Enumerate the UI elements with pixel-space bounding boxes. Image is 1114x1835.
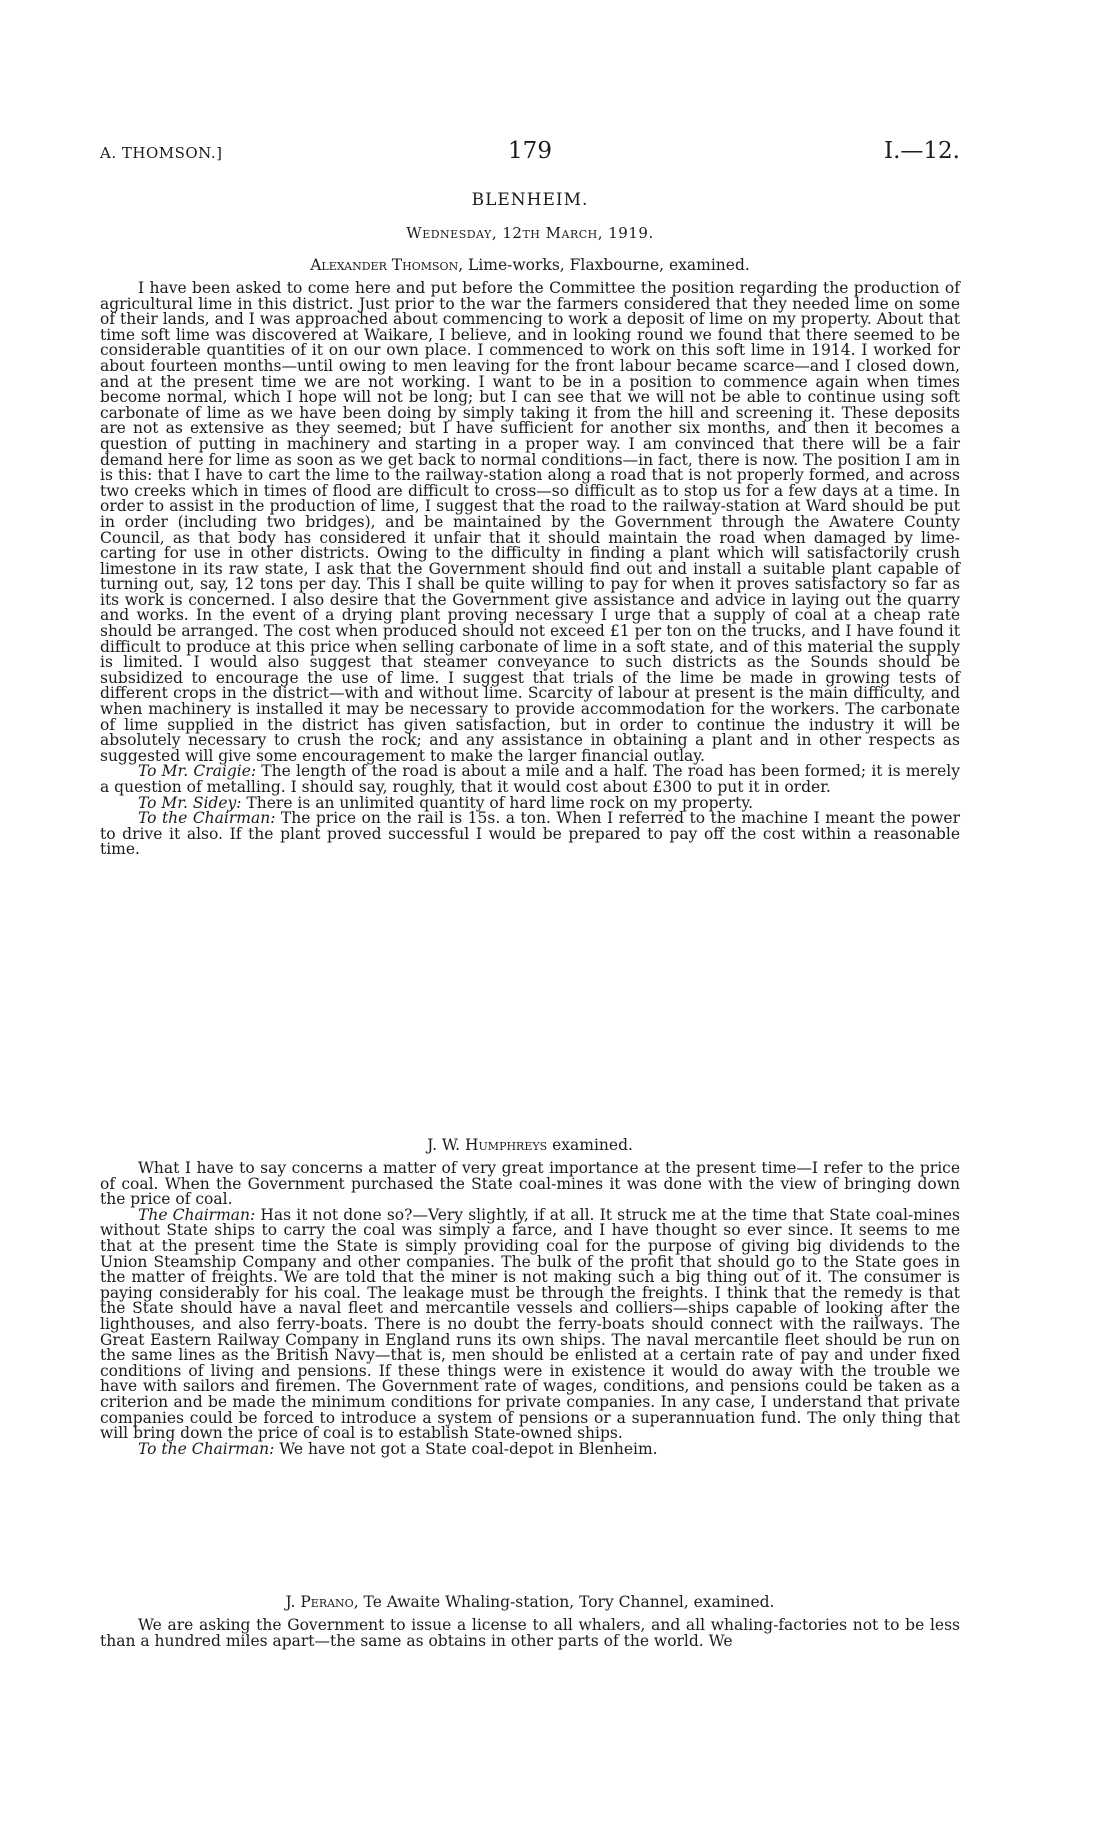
question-answer [100,811,960,858]
paper-reference: I.—12. [884,138,960,164]
running-header [100,136,960,170]
question-answer [100,1205,961,1443]
witness-name: Perano [300,1593,354,1611]
answer-text: The length of the road is about a mile and a half. The road has been formed; it is merely a question of metalling. I should say, roughly, that it would cost about £300 to put it in order. [100,762,960,796]
witness-heading [100,1136,960,1154]
witness-name: Humphreys [465,1136,548,1154]
witness-initials: J. [285,1593,301,1611]
answer-text: Has it not done so?—Very slightly, if at all. It struck me at the time that State coal-mines without State ships to carry the coal was simply a farce, and I have thought so ever since. It seems to me that at the present time the State is simply providing coal for the purpose of giving big dividends to the Union Steamship Company and other companies. The bulk of the profit that should go to the State goes in the matter of freights. We are told that the miner is not making such a big thing out of it. The consumer is paying considerably for his coal. The leakage must be through the freights. I think that the remedy is that the State should have a naval fleet and mercantile vessels and colliers—ships capable of looking after the lighthouses, and also ferry-boats. There is no doubt the ferry-boats should connect with the railways. The Great Eastern Railway Company in England runs its own ships. The naval mercantile fleet should be run on the same lines as the British Navy—that is, men should be enlisted at a certain rate of pay and under fixed conditions of living and pensions. If these things were in existence it would do away with the trouble we have with sailors and firemen. The Government rate of wages, conditions, and pensions could be taken as a criterion and be made the minimum conditions for private companies. In any case, I understand that private companies could be forced to introduce a system of pensions or a superannuation fund. The only thing that will bring down the price of coal is to establish State-owned ships. [100,1205,961,1443]
witness-description: examined. [547,1136,633,1154]
header-witness-name: A. THOMSON.] [100,144,223,162]
questioner: To Mr. Craigie: [138,762,257,781]
witness-description: , Te Awaite Whaling-station, Tory Channel, examined. [353,1593,775,1611]
sitting-date: Wednesday, 12th March, 1919. [406,224,654,242]
questioner: To the Chairman: [138,809,276,828]
witness-name: Alexander Thomson [310,256,459,274]
questioner: To Mr. Sidey: [138,793,242,812]
witness-heading [100,1593,960,1611]
answer-text: We have not got a State coal-depot in Blenheim. [274,1439,658,1458]
questioner: The Chairman: [138,1205,256,1224]
answer-text: The price on the rail is 15s. a ton. When I referred to the machine I meant the power to drive it also. If the plant proved successful I would be prepared to pay off the cost within a reasonable time. [100,809,960,859]
answer-text: There is an unlimited quantity of hard lime rock on my property. [241,793,753,812]
witness-thomson-block [100,256,960,858]
section-title: BLENHEIM. [471,190,589,210]
question-answer [100,764,960,795]
witness-statement: I have been asked to come here and put before the Committee the position regarding the production of agricultural lime in this district. Just prior to the war the farmers considered that they needed lime on some of their lands, and I was approached about commencing to work a deposit of lime on my property. About that time soft lime was discovered at Waikare, I believe, and in looking round we found that there seemed to be considerable quantities of it on our own place. I commenced to work on this soft lime in 1914. I worked for about fourteen months—until owing to men leaving for the front labour became scarce—and I closed down, and at the present time we are not working. I want to be in a position to commence again when times become normal, which I hope will not be long; but I can see that we will not be able to continue using soft carbonate of lime as we have been doing by simply taking it from the hill and screening it. These deposits are not as extensive as they seemed; but I have sufficient for another six months, and then it becomes a question of putting in machinery and starting in a proper way. I am convinced that there will be a fair demand here for lime as soon as we get back to normal conditions—in fact, there is now. The position I am in is this: that I have to cart the lime to the railway-station along a road that is not properly formed, and across two creeks which in times of flood are difficult to cross—so difficult as to stop us for a few days at a time. In order to assist in the production of lime, I suggest that the road to the railway-station at Ward should be put in order (including two bridges), and be maintained by the Government through the Awatere County Council, as that body has considered it unfair that it should maintain the road when damaged by lime-carting for use in other districts. Owing to the difficulty in finding a plant which will satisfactorily crush limestone in its raw state, I ask that the Government should find out and install a suitable plant capable of turning out, say, 12 tons per day. This I shall be quite willing to pay for when it proves satisfactory so far as its work is concerned. I also desire that the Government give assistance and advice in laying out the quarry and works. In the event of a drying plant proving necessary I urge that a supply of coal at a cheap rate should be arranged. The cost when produced should not exceed £1 per ton on the trucks, and I have found it difficult to produce at this price when selling carbonate of lime in a soft state, and of this material the supply is limited. I would also suggest that steamer conveyance to such districts as the Sounds should be subsidized to encourage the use of lime. I suggest that trials of the lime be made in growing tests of different crops in the district—with and without lime. Scarcity of labour at present is the main difficulty, and when machinery is installed it may be necessary to provide accommodation for the workers. The carbonate of lime supplied in the district has given satisfaction, but in order to continue the industry it will be absolutely necessary to crush the rock; and any assistance in obtaining a plant and in other respects as suggested will give some encouragement to make the larger financial outlay. [100,279,960,765]
witness-statement: We are asking the Government to issue a license to all whalers, and all whaling-factories not to be less than a hundred miles apart—the same as obtains in other parts of the world. We [100,1616,960,1650]
question-answer [100,1439,960,1458]
questioner: To the Chairman: [138,1439,275,1458]
witness-statement: What I have to say concerns a matter of very great importance at the present time—I refer to the price of coal. When the Government purchased the State coal-mines it was done with the view of bringing down the price of coal. [100,1159,960,1209]
witness-perano-block [100,1593,960,1649]
page-number: 179 [508,138,552,164]
witness-heading [100,256,960,274]
witness-initials: J. W. [427,1136,466,1154]
witness-humphreys-block [100,1136,960,1457]
witness-description: , Lime-works, Flaxbourne, examined. [458,256,750,274]
